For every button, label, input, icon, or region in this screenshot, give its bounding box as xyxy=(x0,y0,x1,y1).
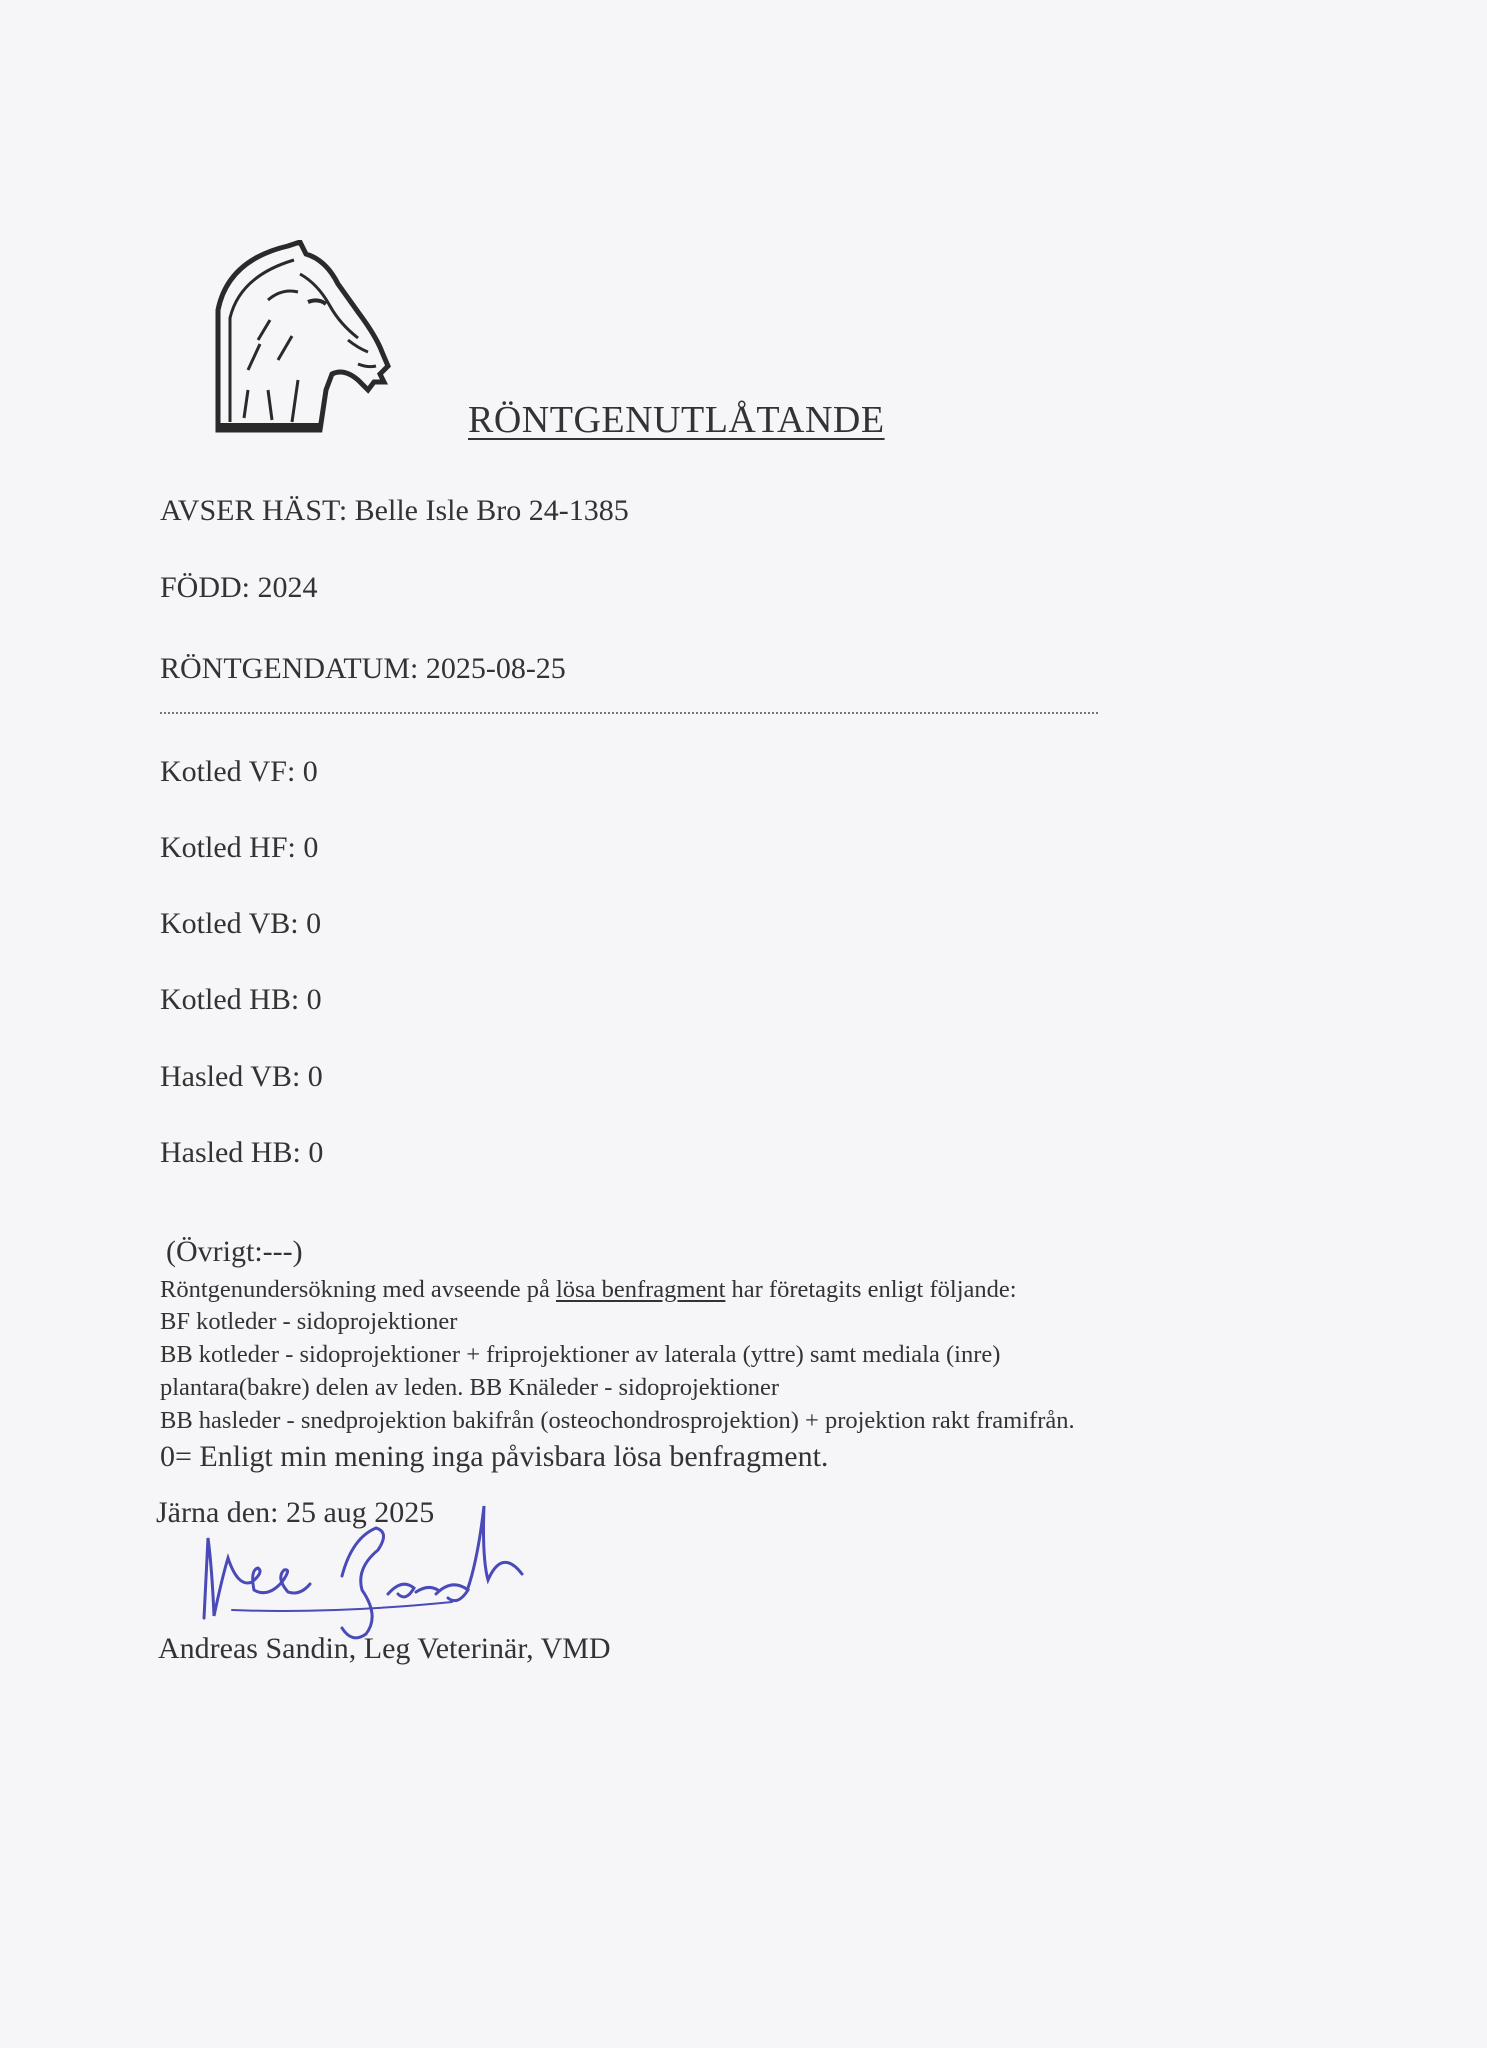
xray-date: RÖNTGENDATUM: 2025-08-25 xyxy=(160,652,566,685)
finding-hasled-vb: Hasled VB: 0 xyxy=(160,1060,323,1093)
conclusion: 0= Enligt min mening inga påvisbara lösa benfragment. xyxy=(160,1440,829,1473)
horse-name: AVSER HÄST: Belle Isle Bro 24-1385 xyxy=(160,494,629,527)
dotted-divider xyxy=(160,712,1098,714)
signer-name: Andreas Sandin, Leg Veterinär, VMD xyxy=(158,1632,611,1665)
other-note: (Övrigt:---) xyxy=(166,1235,303,1268)
finding-kotled-vf: Kotled VF: 0 xyxy=(160,755,318,788)
page-title: RÖNTGENUTLÅTANDE xyxy=(468,399,885,441)
description-line-5: BB hasleder - snedprojektion bakifrån (osteochondrosprojektion) + projektion rakt framifrån. xyxy=(160,1407,1075,1434)
handwritten-signature-icon xyxy=(192,1498,552,1648)
finding-kotled-hf: Kotled HF: 0 xyxy=(160,831,319,864)
description-line-4: plantara(bakre) delen av leden. BB Knäleder - sidoprojektioner xyxy=(160,1374,780,1401)
finding-hasled-hb: Hasled HB: 0 xyxy=(160,1136,324,1169)
description-line-1: Röntgenundersökning med avseende på lösa benfragment har företagits enligt följande: xyxy=(160,1276,1017,1303)
finding-kotled-vb: Kotled VB: 0 xyxy=(160,907,322,940)
underlined-term: lösa benfragment xyxy=(555,1276,726,1303)
finding-kotled-hb: Kotled HB: 0 xyxy=(160,983,322,1016)
description-line-3: BB kotleder - sidoprojektioner + friprojektioner av laterala (yttre) samt mediala (inre) xyxy=(160,1341,1001,1368)
birth-year: FÖDD: 2024 xyxy=(160,571,318,604)
horse-head-logo-icon xyxy=(208,240,408,440)
description-line-2: BF kotleder - sidoprojektioner xyxy=(160,1308,458,1335)
place-date: Järna den: 25 aug 2025 xyxy=(156,1496,435,1529)
